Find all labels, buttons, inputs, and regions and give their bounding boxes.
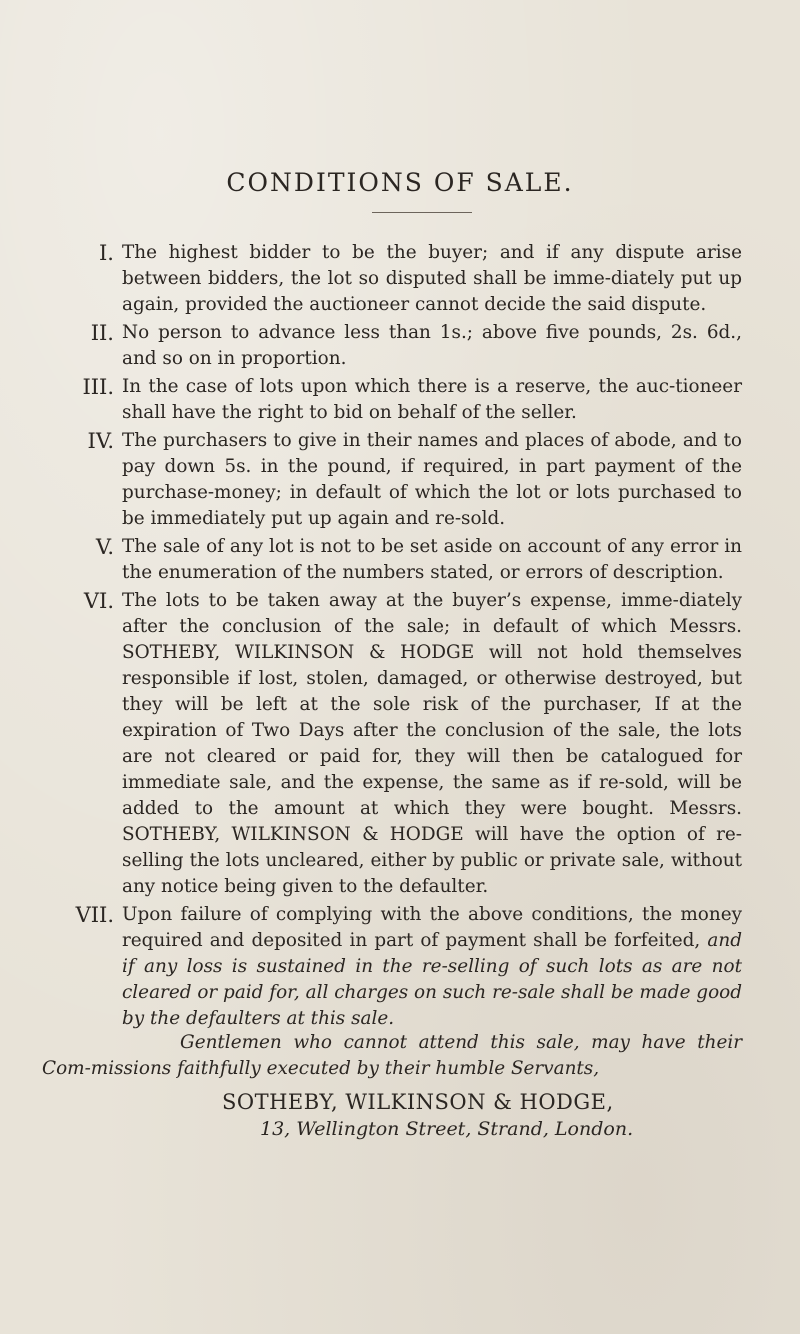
conditions-list [42,240,742,1034]
condition-text: Upon failure of complying with the above conditions, the money required and deposited in part of payment shall be forfeited, [122,904,742,951]
condition-text: In the case of lots upon which there is a reserve, the auc-tioneer shall have the right to bid on behalf of the seller. [122,376,742,423]
condition-text: The purchasers to give in their names and places of abode, and to pay down 5s. in the pound, if required, in part payment of the purchase-money; in default of which the lot or lots purchased to be immediately put up again and re-sold. [122,430,742,529]
condition-text: No person to advance less than 1s.; above five pounds, 2s. 6d., and so on in proportion. [122,322,742,369]
condition-item [42,428,742,532]
title-rule-divider [372,212,472,213]
condition-numeral: II. [90,321,114,345]
condition-item [42,534,742,586]
condition-italic-text: and if any loss is sustained in the re-selling of such lots as are not cleared or paid for, all charges on such re-sale shall be made good by the defaulters at this sale. [122,930,742,1029]
condition-text: The lots to be taken away at the buyer’s expense, imme-diately after the conclusion of the sale; in default of which Messrs. SOTHEBY, WILKINSON & HODGE will not hold themselves responsible if lost, stolen, damaged, or otherwise destroyed, but they will be left at the sole risk of the purchaser, If at the expiration of Two Days after the conclusion of the sale, the lots are not cleared or paid for, they will then be catalogued for immediate sale, and the expense, the same as if re-sold, will be added to the amount at which they were bought. Messrs. SOTHEBY, WILKINSON & HODGE will have the option of re-selling the lots uncleared, either by public or private sale, without any notice being given to the defaulter. [122,590,742,897]
condition-numeral: V. [95,535,114,559]
condition-text: The sale of any lot is not to be set aside on account of any error in the enumeration of the numbers stated, or errors of description. [122,536,742,583]
condition-numeral: III. [82,375,114,399]
condition-text: The highest bidder to be the buyer; and if any dispute arise between bidders, the lot so disputed shall be imme-diately put up again, provided the auctioneer cannot decide the said dispute. [122,242,742,315]
page-title: CONDITIONS OF SALE. [226,168,574,197]
condition-item [42,902,742,1032]
condition-item [42,588,742,900]
condition-numeral: I. [99,241,114,265]
footer [42,1030,742,1142]
firm-name: SOTHEBY, WILKINSON & HODGE, [222,1090,614,1114]
condition-item [42,240,742,318]
condition-item [42,320,742,372]
condition-text-container [122,902,742,1032]
condition-numeral: IV. [87,429,114,453]
commissions-note: Gentlemen who cannot attend this sale, may have their Com-missions faithfully executed by their humble Servants, [42,1032,742,1079]
firm-address: 13, Wellington Street, Strand, London. [260,1118,634,1140]
condition-numeral: VI. [83,589,114,613]
condition-numeral: VII. [75,903,114,927]
condition-item [42,374,742,426]
